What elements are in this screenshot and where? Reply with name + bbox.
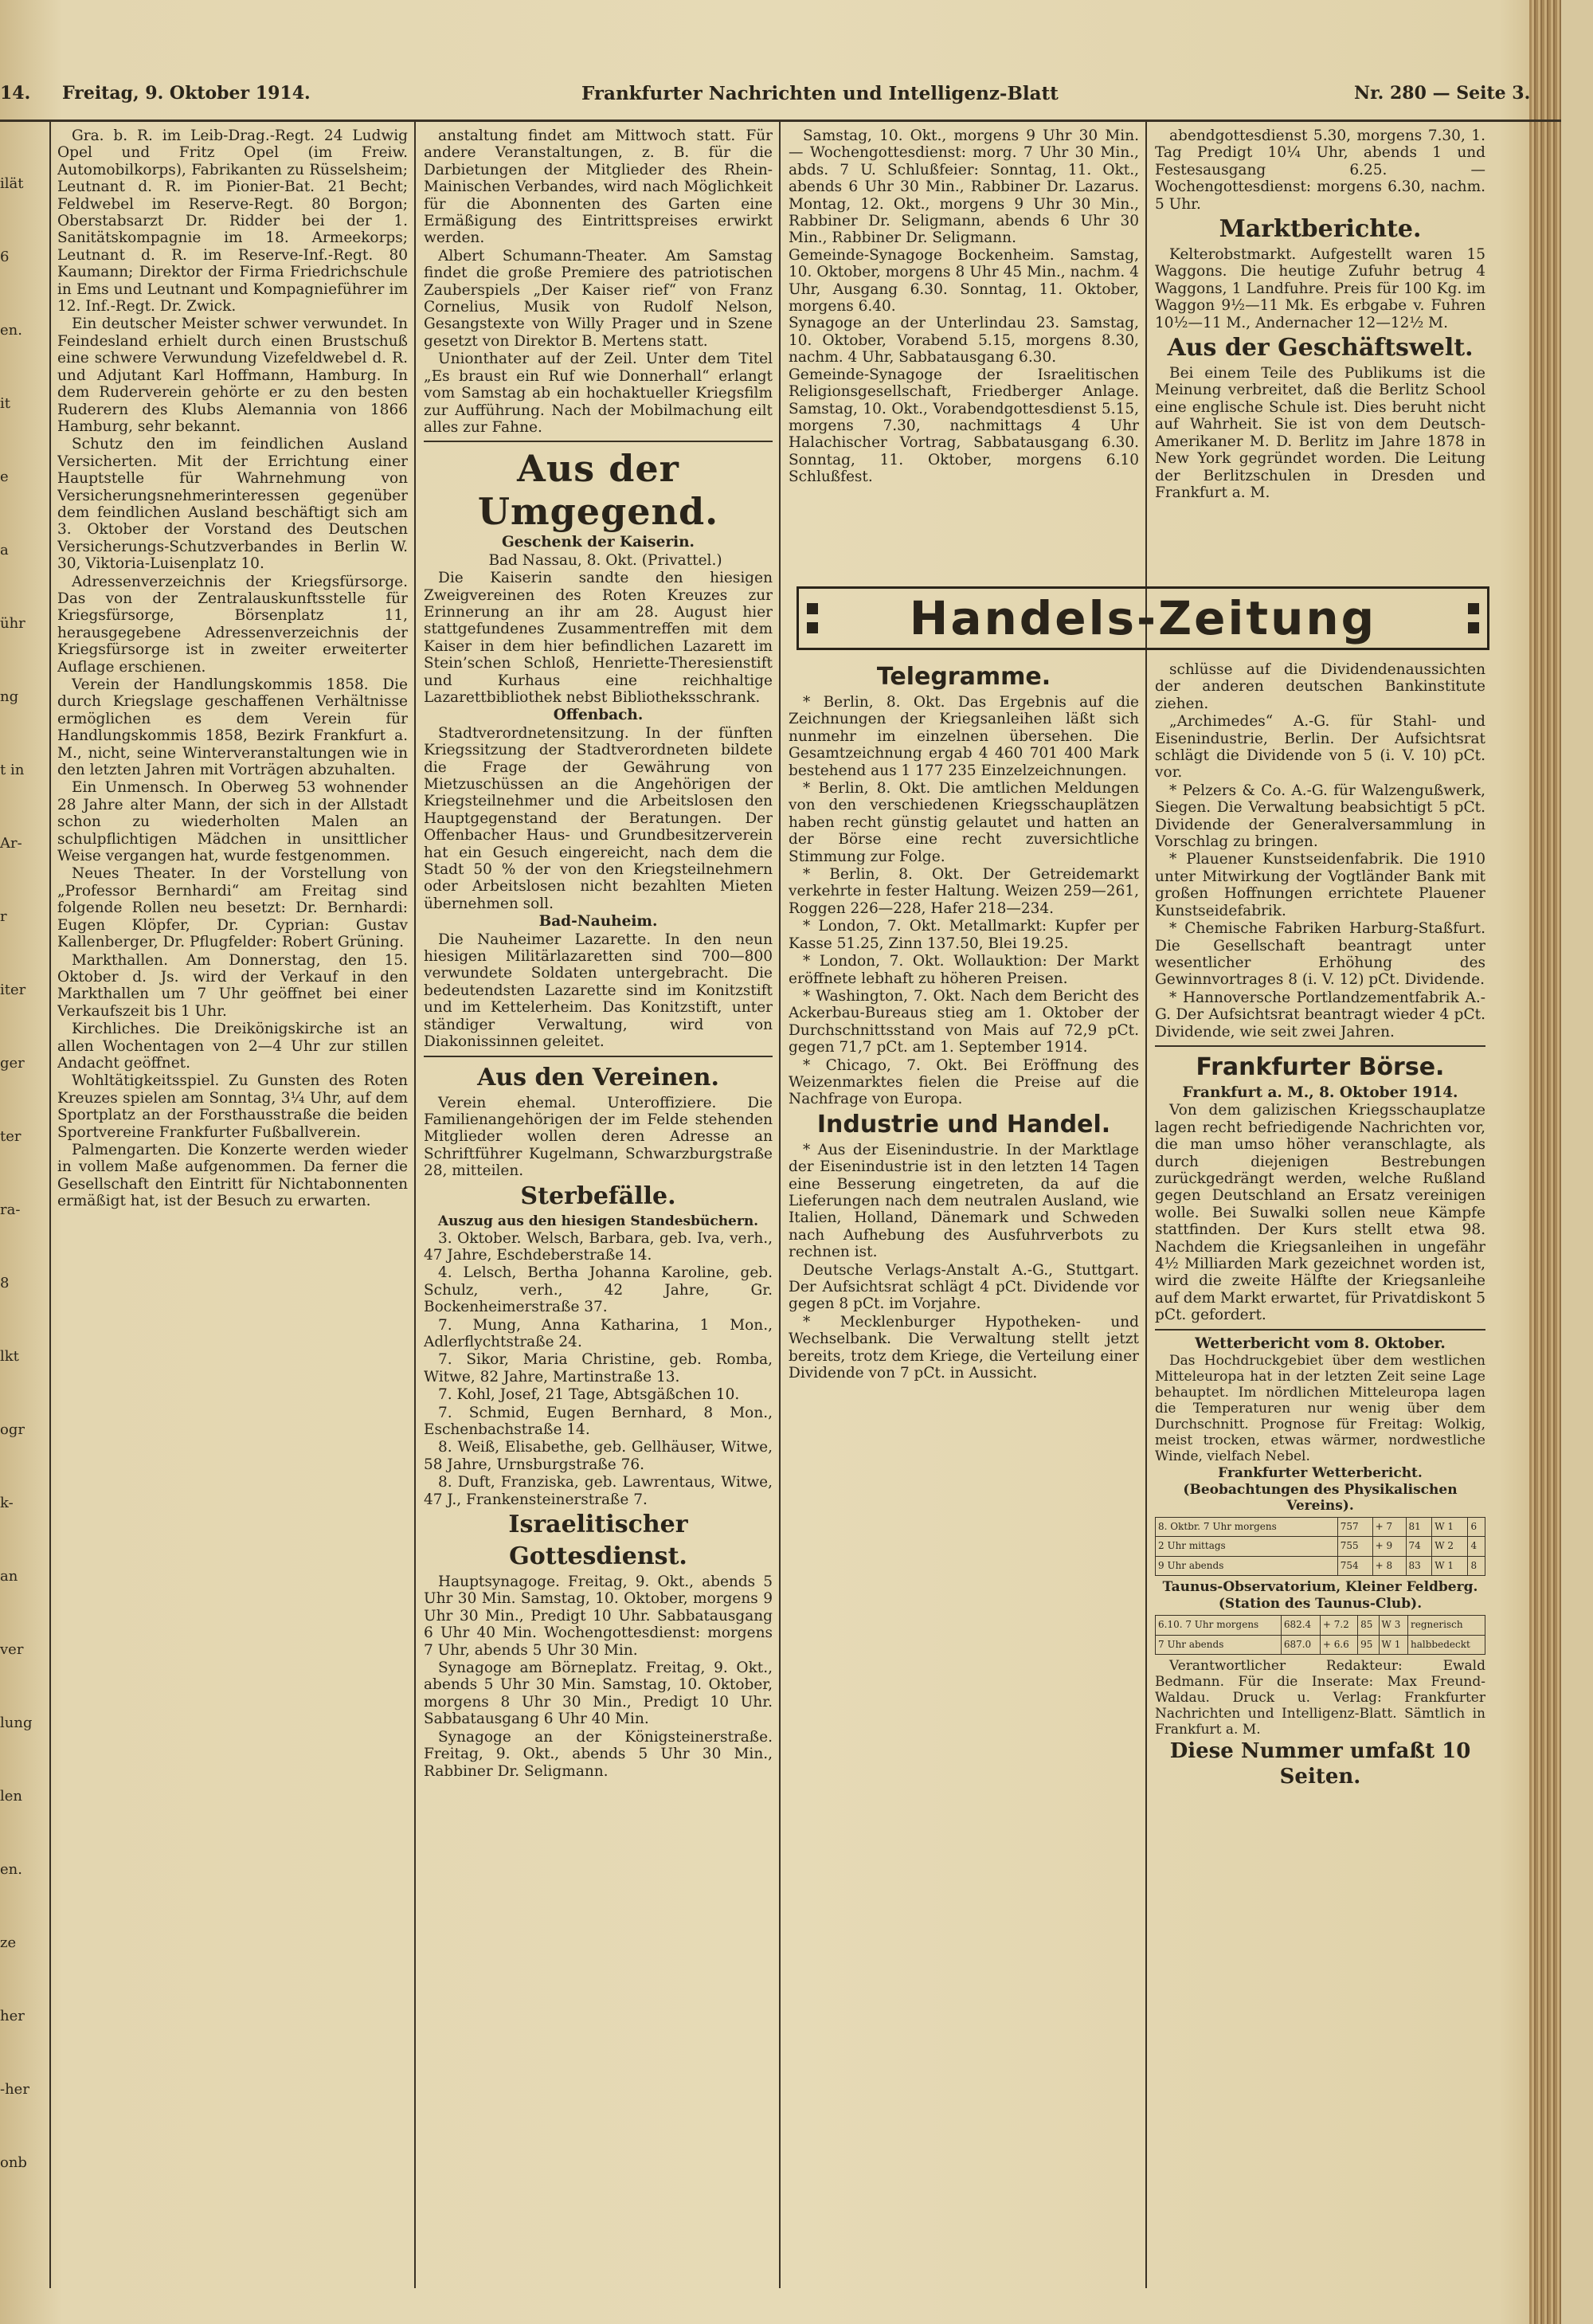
trade-item: * Plauener Kunstseidenfabrik. Die 1910 unter Mitwirkung der Vogtländer Bank mit großen Hoffnungen errichtete Plauener Kunstseidefabrik. [1155,851,1485,919]
death-notice: 8. Weiß, Elisabethe, geb. Gellhäuser, Witwe, 58 Jahre, Urnsburgstraße 76. [424,1439,773,1473]
table-cell: 83 [1406,1556,1432,1575]
table-cell: 8. Oktbr. 7 Uhr morgens [1156,1518,1338,1537]
masthead: Frankfurter Nachrichten und Intelligenz-Blatt [581,83,1059,104]
table-cell: 81 [1406,1518,1432,1537]
vereine-title: Aus den Vereinen. [477,1063,719,1091]
gottesdienst-text: Hauptsynagoge. Freitag, 9. Okt., abends 5 Uhr 30 Min. Samstag, 10. Oktober, morgens 9 Uhr 30 Min., Predigt 10 Uhr. Sabbatausgang 6 Uhr 40 Min. Wochengottesdienst: morgens 7 Uhr, abends 5 Uhr 30 Min. [424,1574,773,1659]
article-paragraph: Unionthater auf der Zeil. Unter dem Titel „Es braust ein Ruf wie Donnerhall“ erlangt vom Samstag ab ein hochaktueller Kriegsfilm zur Aufführung. Nach der Mobilmachung eilt alles zur Fahne. [424,351,773,436]
margin-fragment: a [0,542,9,558]
margin-fragment: ze [0,1934,17,1951]
weather-table [1155,1517,1485,1576]
telegram-item: * Washington, 7. Okt. Nach dem Bericht des Ackerbau-Bureaus stieg am 1. Oktober der Durchschnittsstand von Mais auf 72,9 pCt. gegen 71,7 pCt. am 1. September 1914. [789,987,1139,1056]
article-paragraph: Palmengarten. Die Konzerte werden wieder in vollem Maße aufgenommen. Da ferner die Gesellschaft den Eintritt für Nichtabonnenten ermäßigt hat, ist der Besuch zu erwarten. [57,1141,408,1210]
boerse-title: Frankfurter Börse. [1196,1052,1445,1081]
issue-date: Freitag, 9. Oktober 1914. [62,83,311,104]
table-cell: + 7.2 [1320,1616,1357,1635]
telegram-item: * Berlin, 8. Okt. Die amtlichen Meldungen von den verschiedenen Kriegsschauplätzen haben recht günstig gelautet und hatten an der Börse eine recht zuversichtliche Stimmung zur Folge. [789,780,1139,865]
article-paragraph: anstaltung findet am Mittwoch statt. Für andere Veranstaltungen, z. B. für die Darbietungen der Mitglieder des Rhein-Mainischen Verbandes, wird nach Möglichkeit für die Abonnenten des Garten eine Ermäßigung des Eintrittspreises erwirkt werden. [424,127,773,247]
table-cell: + 8 [1372,1556,1406,1575]
trade-item: * Hannoversche Portlandzementfabrik A.-G. Der Aufsichtsrat beantragt wieder 4 pCt. Dividende, wie seit zwei Jahren. [1155,989,1485,1041]
column-1 [57,127,408,2279]
death-notice: 8. Duft, Franziska, geb. Lawrentaus, Witwe, 47 J., Frankensteinerstraße 7. [424,1474,773,1508]
death-notice: 7. Schmid, Eugen Bernhard, 8 Mon., Eschenbachstraße 14. [424,1404,773,1438]
death-notice: 7. Mung, Anna Katharina, 1 Mon., Adlerflychtstraße 24. [424,1316,773,1350]
header-rule [0,120,1561,122]
table-row [1156,1616,1485,1635]
margin-fragment: 8 [0,1275,10,1291]
impressum: Verantwortlicher Redakteur: Ewald Bedmann. Für die Inserate: Max Freund-Waldau. Druck u. Verlag: Frankfurter Nachrichten und Intelligenz-Blatt. Sämtlich in Frankfurt a. M. [1155,1658,1485,1738]
column-4-lower [1155,661,1485,2279]
death-notice: 7. Sikor, Maria Christine, geb. Romba, Witwe, 82 Jahre, Martinstraße 13. [424,1351,773,1385]
article-paragraph: Gra. b. R. im Leib-Drag.-Regt. 24 Ludwig Opel und Fritz Opel (im Freiw. Automobilkorps), Fabrikanten zu Rüsselsheim; Leutnant d. R. im Pionier-Bat. 21 Becht; Feldwebel im Reserve-Regt. 80 Borgon; Oberstabsarzt Dr. Ridder bei der 1. Sanitätskompagnie im 18. Armeekorps; Leutnant d. R. im Reserve-Inf.-Regt. 80 Kaumann; Direktor der Firma Friedrichschule in Ems und Leutnant und Kompagnieführer im 12. Inf.-Regt. Dr. Zwick. [57,127,408,315]
margin-fragment: ver [0,1641,24,1658]
table-cell: regnerisch [1408,1616,1485,1635]
book-edge [1529,0,1561,2324]
left-margin-fragments [0,175,46,2247]
telegram-item: * Berlin, 8. Okt. Das Ergebnis auf die Zeichnungen der Kriegsanleihen läßt sich nunmehr im einzelnen übersehen. Die Gesamtzeichnung ergab 4 460 701 400 Mark bestehend aus 1 177 235 Einzelzeichnungen. [789,694,1139,779]
taunus-table [1155,1615,1485,1655]
table-cell: 95 [1358,1635,1379,1654]
marktberichte-text: Kelterobstmarkt. Aufgestellt waren 15 Waggons. Die heutige Zufuhr betrug 4 Waggons, 1 Landfuhre. Preis für 100 Kg. im Waggon 9½—11 Mk. Es erbgabe v. Fuhren 10½—11 M., Andernacher 12—12½ M. [1155,246,1485,331]
margin-fragment: it [0,395,10,412]
geschaeftswelt-text: Bei einem Teile des Publikums ist die Meinung verbreitet, daß die Berlitz School eine englische Schule ist. Dies beruht nicht auf Wahrheit. Sie ist von dem Deutsch-Amerikaner M. D. Berlitz im Jahre 1878 in New York gegründet worden. Die Leitung der Berlitzschulen in Dresden und Frankfurt a. M. [1155,365,1485,501]
table-cell: 6 [1468,1518,1485,1537]
article-paragraph: Kirchliches. Die Dreikönigskirche ist an allen Wochentagen von 2—4 Uhr zur stillen Andacht geöffnet. [57,1021,408,1072]
umgegend-text-1: Die Kaiserin sandte den hiesigen Zweigvereinen des Roten Kreuzes zur Erinnerung an ihr am 28. August hier stattgefundenes Zusammentreffen mit dem Kaiser in dem hier befindlichen Lazarett im Stein’schen Schloß, Henriette-Theresienstift und Kurhaus eine reichhaltige Lazarettbibliothek nebst Bibliotheksschrank. [424,570,773,706]
sterbefaelle-title: Sterbefälle. [520,1182,676,1210]
table-cell: + 9 [1372,1537,1406,1556]
death-notice: 7. Kohl, Josef, 21 Tage, Abtsgäßchen 10. [438,1386,740,1404]
trade-item: schlüsse auf die Dividendenaussichten der anderen deutschen Bankinstitute ziehen. [1155,661,1485,712]
margin-fragment: r [0,908,7,925]
margin-fragment: len [0,1788,23,1805]
margin-fragment: ühr [0,615,25,632]
trade-item: * Pelzers & Co. A.-G. für Walzengußwerk, Siegen. Die Verwaltung beabsichtigt 5 pCt. Dividende der Generalversammlung in Vorschlag zu bringen. [1155,782,1485,851]
article-paragraph: Albert Schumann-Theater. Am Samstag findet die große Premiere des patriotischen Zauberspiels „Der Kaiser rief“ von Franz Cornelius, Musik von Rudolf Nelson, Gesangstexte von Willy Prager und in Szene gesetzt von Direktor B. Mertens statt. [424,247,773,350]
death-notice: 3. Oktober. Welsch, Barbara, geb. Iva, verh., 47 Jahre, Eschdeberstraße 14. [424,1229,773,1264]
table-cell: 757 [1337,1518,1372,1537]
margin-fragment: ilät [0,175,24,192]
margin-fragment: t in [0,762,25,778]
umgegend-sub-1: Geschenk der Kaiserin. [501,534,695,551]
trade-item: „Archimedes“ A.-G. für Stahl- und Eisenindustrie, Berlin. Der Aufsichtsrat schlägt die Dividende von 5 (i. V. 10) pCt. vor. [1155,713,1485,782]
table-cell: W 1 [1379,1635,1407,1654]
table-cell: W 2 [1432,1537,1468,1556]
banner-ornament-left [807,603,818,633]
industry-item: * Aus der Eisenindustrie. In der Marktlage der Eisenindustrie ist in den letzten 14 Tagen eine Besserung eingetreten, da auf die Lieferungen nach dem neutralen Ausland, wie Italien, Holland, Dänemark und Schweden nach Aufhebung des Ausfuhrverbots zu rechnen ist. [789,1141,1139,1261]
synagogue-schedule: Samstag, 10. Okt., morgens 9 Uhr 30 Min. — Wochengottesdienst: morg. 7 Uhr 30 Min., abds. 7 U. Schlußfeier: Sonntag, 11. Okt., abends 6 Uhr 30 Min., Rabbiner Dr. Lazarus. Montag, 12. Okt., morgens 9 Uhr 30 Min., Rabbiner Dr. Seligmann, abends 6 Uhr 30 Min., Rabbiner Dr. Seligmann. Gemeinde-Synagoge Bockenheim. Samstag, 10. Oktober, morgens 8 Uhr 45 Min., nachm. 4 Uhr, Ausgang 6.30. Sonntag, 11. Oktober, morgens 6.40. Synagoge an der Unterlindau 23. Samstag, 10. Oktober, Vorabend 5.15, morgens 8.30, nachm. 4 Uhr, Sabbatausgang 6.30. Gemeinde-Synagoge der Israelitischen Religionsgesellschaft, Friedberger Anlage. Samstag, 10. Okt., Vorabendgottesdienst 5.15, morgens 7.30, nachmittags 4 Uhr Halachischer Vortrag, Sabbatausgang 6.30. Sonntag, 11. Oktober, morgens 6.10 Schlußfest. [789,127,1139,486]
trade-item: * Chemische Fabriken Harburg-Staßfurt. Die Gesellschaft beantragt unter wesentlicher Erhöhung des Gewinnvortrages 8 (i. V. 12) pCt. Dividende. [1155,920,1485,989]
footer-note: Diese Nummer umfaßt 10 Seiten. [1169,1739,1471,1789]
margin-fragment: lung [0,1715,33,1731]
section-rule [424,441,773,442]
boerse-dateline: Frankfurt a. M., 8. Oktober 1914. [1182,1084,1458,1101]
umgegend-sub-3: Bad-Nauheim. [538,913,658,931]
section-rule [1155,1329,1485,1331]
margin-fragment: ogr [0,1421,25,1438]
marktberichte-title: Marktberichte. [1219,215,1422,244]
table-cell: 687.0 [1281,1635,1320,1654]
article-paragraph: Wohltätigkeitsspiel. Zu Gunsten des Roten Kreuzes spielen am Sonntag, 3¼ Uhr, auf dem Sportplatz an der Forsthausstraße die beiden Sportvereine Frankfurter Fußballverein. [57,1072,408,1141]
vereine-text: Verein ehemal. Unteroffiziere. Die Familienangehörigen der im Felde stehenden Mitglieder wollen deren Adresse an Schriftführer Kugelmann, Schwarzburgstraße 28, mitteilen. [424,1094,773,1180]
column-3-top [789,127,1139,574]
issue-number: Nr. 280 — Seite 3. [1354,83,1531,104]
article-paragraph: Adressenverzeichnis der Kriegsfürsorge. Das von der Zentralauskunftsstelle für Kriegsfürsorge, Börsenplatz 11, herausgegebene Adressenverzeichnis der Kriegsfürsorge ist in zweiter erweiterter Auflage erschienen. [57,573,408,676]
table-cell: 2 Uhr mittags [1156,1537,1338,1556]
article-paragraph: Neues Theater. In der Vorstellung von „Professor Bernhardi“ am Freitag sind folgende Rollen neu besetzt: Dr. Bernhardi: Eugen Klöpfer, Dr. Cyprian: Gustav Kallenberger, Dr. Pflugfelder: Robert Grüning. [57,865,408,951]
column-rule [779,121,781,2288]
industrie-title: Industrie und Handel. [816,1110,1111,1138]
table-cell: W 3 [1379,1616,1407,1635]
umgegend-text-3: Die Nauheimer Lazarette. In den neun hiesigen Militärlazaretten sind 700—800 verwundete Soldaten untergebracht. Die bedeutendsten Lazarette sind im Konitzstift und im Kettelerheim. Das Konitzstift, unter ständiger Verwaltung, wird von Diakonissinnen geleitet. [424,931,773,1051]
gottesdienst-text-2: Synagoge am Börneplatz. Freitag, 9. Okt., abends 5 Uhr 30 Min. Samstag, 10. Oktober, morgens 8 Uhr 30 Min., Predigt 10 Uhr. Sabbatausgang 6 Uhr 40 Min. [424,1660,773,1728]
telegram-item: * Berlin, 8. Okt. Der Getreidemarkt verkehrte in fester Haltung. Weizen 259—261, Roggen 226—228, Hafer 218—234. [789,866,1139,917]
column-3-lower [789,661,1139,2279]
margin-fragment: -her [0,2081,29,2098]
gottesdienst-text-3: Synagoge an der Königsteinerstraße. Freitag, 9. Okt., abends 5 Uhr 30 Min., Rabbiner Dr. Seligmann. [424,1728,773,1780]
boerse-text: Von dem galizischen Kriegsschauplatze lagen recht befriedigende Nachrichten vor, die man umso höher veranschlagte, als durch diejenigen Bestrebungen zurückgedrängt werden, welche Rußland gegen Deutschland an Ersatz vereinigen wolle. Bei Suwalki sollen neue Kämpfe stattfinden. Der Kurs stellt etwa 98. Nachdem die Kriegsanleihen in ungefähr 4½ Milliarden Mark gezeichnet worden ist, wird die zweite Hälfte der Kriegsanleihe auf dem Markt erwartet, für Privatdiskont 5 pCt. gefordert. [1155,1102,1485,1324]
banner-title: Handels-Zeitung [909,591,1377,645]
industry-item: * Mecklenburger Hypotheken- und Wechselbank. Die Verwaltung stellt jetzt bereits, trotz dem Kriege, die Verteilung einer Dividende von 7 pCt. in Aussicht. [789,1313,1139,1382]
margin-fragment: ger [0,1055,25,1072]
table-cell: 85 [1358,1616,1379,1635]
margin-fragment: iter [0,982,26,998]
column-2 [424,127,773,2279]
margin-fragment: ra- [0,1201,21,1218]
article-paragraph: Schutz den im feindlichen Ausland Versicherten. Mit der Errichtung einer Hauptstelle für Wahrnehmung von Versicherungsnehmerinteressen gegenüber dem feindlichen Ausland beschäftigt sich am 3. Oktober der Vorstand des Deutschen Versicherungs-Schutzverbandes in Berlin W. 30, Viktoria-Luisenplatz 10. [57,436,408,573]
gottesdienst-title: Israelitischer Gottesdienst. [508,1511,688,1571]
death-notice: 4. Lelsch, Bertha Johanna Karoline, geb. Schulz, verh., 42 Jahre, Gr. Bockenheimerstraße 37. [424,1264,773,1316]
holiday-schedule: abendgottesdienst 5.30, morgens 7.30, 1. Tag Predigt 10¼ Uhr, abends 1 und Festesausgang 6.25. — Wochengottesdienst: morgens 6.30, nachm. 5 Uhr. [1155,127,1485,213]
table-cell: 9 Uhr abends [1156,1556,1338,1575]
wetter-text: Das Hochdruckgebiet über dem westlichen Mitteleuropa hat in der letzten Zeit seine Lage behauptet. Im nördlichen Mitteleuropa lagen die Temperaturen nur wenig über dem Durchschnitt. Prognose für Freitag: Wolkig, meist trocken, etwas wärmer, nordwestliche Winde, vielfach Nebel. [1155,1353,1485,1465]
table-cell: 755 [1337,1537,1372,1556]
taunus-sub: (Station des Taunus-Club). [1218,1596,1423,1613]
page-number-stub: 14. [0,83,31,104]
section-rule [424,1056,773,1057]
telegram-item: * London, 7. Okt. Wollauktion: Der Markt eröffnete lebhaft zu höheren Preisen. [789,953,1139,987]
table-cell: W 1 [1432,1556,1468,1575]
table-row [1156,1537,1485,1556]
article-paragraph: Verein der Handlungskommis 1858. Die durch Kriegslage geschaffenen Verhältnisse ermöglichen es dem Verein für Handlungskommis 1858, Bezirk Frankfurt a. M., nicht, seine Winterveranstaltungen wie in den letzten Jahren mit Vorträgen abzuhalten. [57,676,408,779]
table-row [1156,1635,1485,1654]
telegramme-title: Telegramme. [876,663,1051,691]
sterbefaelle-sub: Auszug aus den hiesigen Standesbüchern. [437,1213,759,1229]
margin-fragment: her [0,2008,25,2024]
table-cell: 6.10. 7 Uhr morgens [1156,1616,1282,1635]
umgegend-dateline: Bad Nassau, 8. Okt. (Privattel.) [488,551,722,569]
article-paragraph: Ein deutscher Meister schwer verwundet. In Feindesland erhielt durch einen Brustschuß eine schwere Verwundung Vizefeldwebel d. R. und Adjutant Karl Hoffmann, Hamburg. In dem Ruderverein gehörte er zu den besten Ruderern des Klubs Alemannia von 1866 Hamburg, sehr bekannt. [57,315,408,435]
margin-fragment: ter [0,1128,22,1145]
column-4-top [1155,127,1485,574]
telegram-item: * London, 7. Okt. Metallmarkt: Kupfer per Kasse 51.25, Zinn 137.50, Blei 19.25. [789,918,1139,952]
margin-fragment: 6 [0,249,10,265]
banner-ornament-right [1468,603,1479,633]
table-cell: halbbedeckt [1408,1635,1485,1654]
margin-fragment: ng [0,688,19,705]
station-sub: (Beobachtungen des Physikalischen Vereins). [1183,1482,1458,1515]
table-cell: 754 [1337,1556,1372,1575]
table-cell: 4 [1468,1537,1485,1556]
article-paragraph: Ein Unmensch. In Oberweg 53 wohnender 28 Jahre alter Mann, der sich in der Allstadt schon zu wiederholten Malen an schulpflichtigen Mädchen in unsittlicher Weise vergangen hat, wurde festgenommen. [57,779,408,865]
wetter-title: Wetterbericht vom 8. Oktober. [1195,1334,1446,1352]
table-row [1156,1518,1485,1537]
margin-fragment: onb [0,2154,27,2171]
column-rule [414,121,416,2288]
margin-fragment: en. [0,1861,22,1878]
table-cell: + 7 [1372,1518,1406,1537]
margin-fragment: Ar- [0,835,22,852]
column-rule [1145,121,1147,2288]
telegram-item: * Chicago, 7. Okt. Bei Eröffnung des Weizenmarktes fielen die Preise auf die Nachfrage von Europa. [789,1056,1139,1108]
column-rule [49,121,51,2288]
handels-zeitung-banner [796,586,1489,650]
table-cell: 682.4 [1281,1616,1320,1635]
umgegend-title: Aus der Umgegend. [477,447,719,534]
station-title: Frankfurter Wetterbericht. [1218,1465,1423,1482]
margin-fragment: en. [0,322,22,339]
table-cell: W 1 [1432,1518,1468,1537]
article-paragraph: Markthallen. Am Donnerstag, den 15. Oktober d. Js. wird der Verkauf in den Markthallen um 7 Uhr geöffnet bei einer Verkaufszeit bis 1 Uhr. [57,951,408,1020]
industry-item: Deutsche Verlags-Anstalt A.-G., Stuttgart. Der Aufsichtsrat schlägt 4 pCt. Dividende vor gegen 8 pCt. im Vorjahre. [789,1261,1139,1313]
margin-fragment: e [0,468,9,485]
geschaeftswelt-title: Aus der Geschäftswelt. [1167,334,1474,363]
margin-fragment: an [0,1568,18,1585]
table-cell: 74 [1406,1537,1432,1556]
margin-fragment: lkt [0,1348,19,1365]
table-cell: 8 [1468,1556,1485,1575]
taunus-title: Taunus-Observatorium, Kleiner Feldberg. [1162,1579,1478,1596]
table-cell: + 6.6 [1320,1635,1357,1654]
umgegend-sub-2: Offenbach. [553,707,644,724]
margin-fragment: k- [0,1495,14,1511]
section-rule [1155,1045,1485,1047]
table-row [1156,1556,1485,1575]
table-cell: 7 Uhr abends [1156,1635,1282,1654]
umgegend-text-2: Stadtverordnetensitzung. In der fünften Kriegssitzung der Stadtverordneten bildete die Frage der Gewährung von Mietzuschüssen an die Angehörigen der Kriegsteilnehmer und die Arbeitslosen den Hauptgegenstand der Beratungen. Der Offenbacher Haus- und Grundbesitzerverein hat ein Gesuch eingereicht, nach dem die Stadt 50 % der von den Kriegsteilnehmern oder Arbeitslosen nicht bezahlten Mieten übernehmen soll. [424,724,773,912]
